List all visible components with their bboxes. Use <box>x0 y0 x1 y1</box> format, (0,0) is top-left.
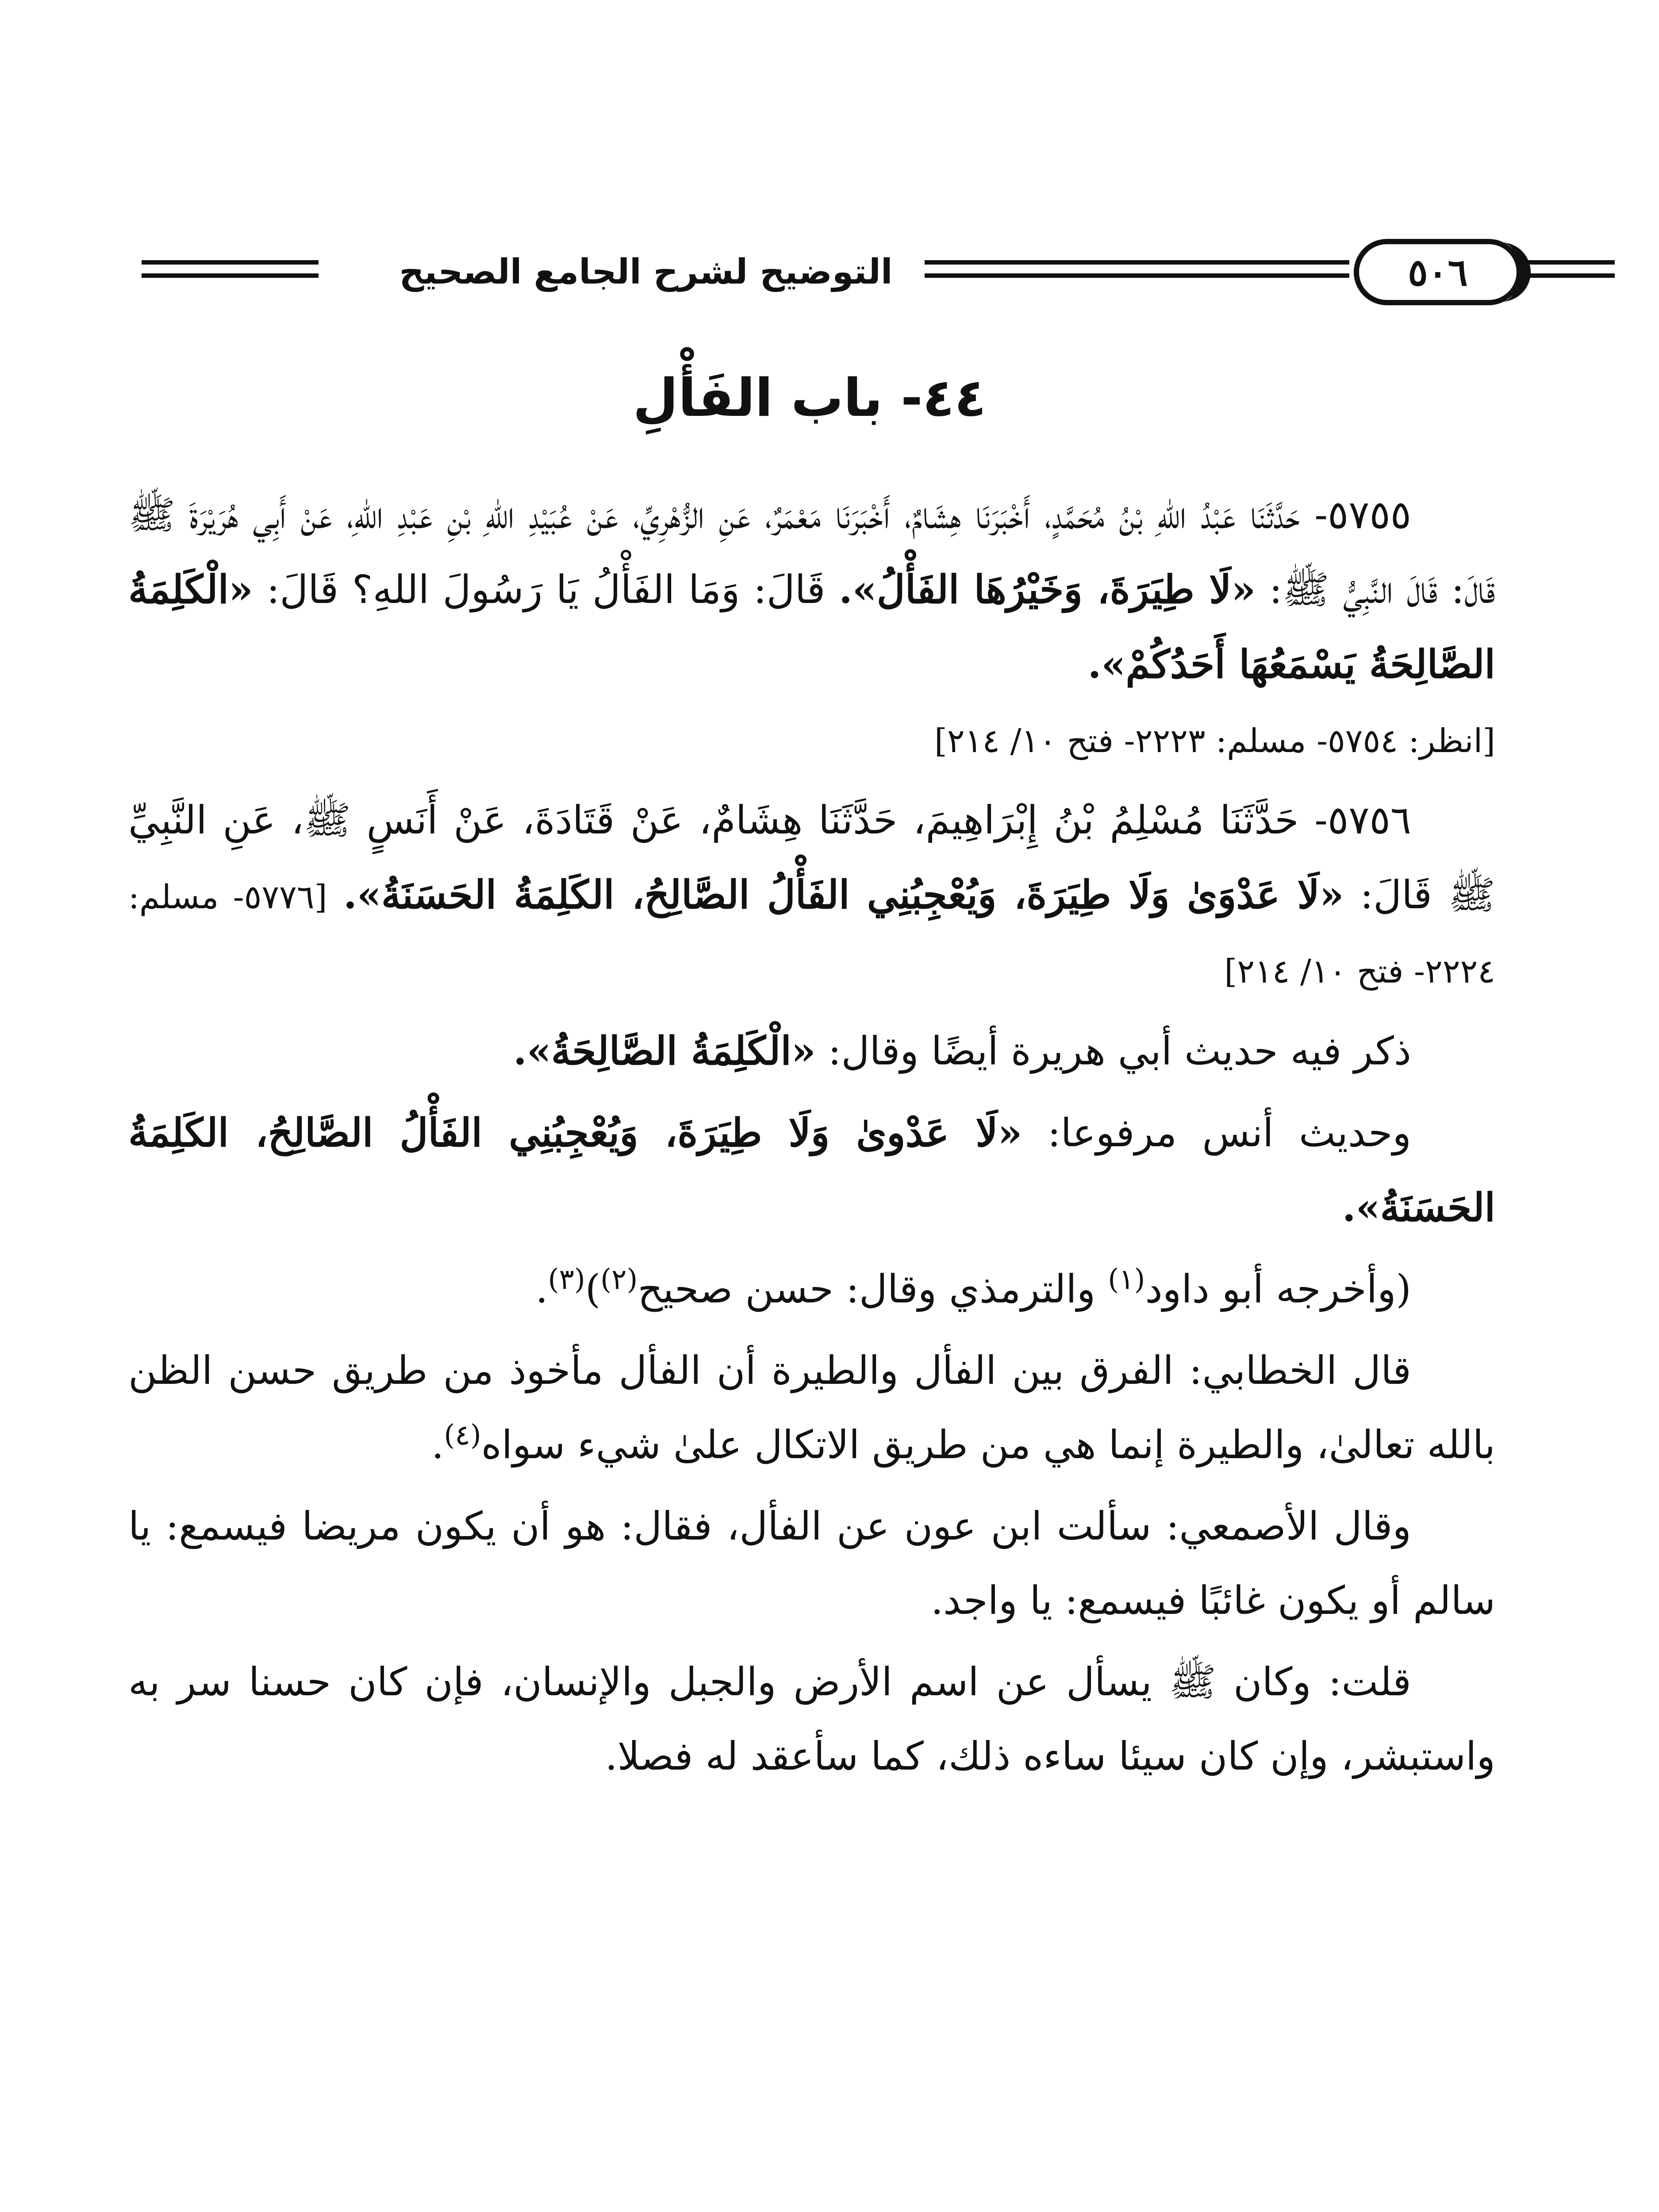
header-rule-right-top <box>1526 260 1615 265</box>
commentary-text: . <box>431 1422 444 1467</box>
commentary-text: . <box>535 1266 548 1312</box>
commentary-text: وحديث أنس مرفوعا: <box>1047 1110 1411 1156</box>
footnote-ref[interactable]: (١) <box>1108 1263 1145 1296</box>
running-header <box>133 221 1486 319</box>
commentary-paragraph: قلت: وكان ﷺ يسأل عن اسم الأرض والجبل والإنسان، فإن كان حسنا سر به واستبشر، وإن كان سيئا ساءه ذلك، كما سأعقد له فصلا. <box>128 1659 1495 1779</box>
hadith-5755 <box>128 478 1495 776</box>
commentary-text: ذكر فيه حديث أبي هريرة أيضًا وقال: <box>828 1028 1411 1074</box>
commentary-text: والترمذي وقال: حسن صحيح <box>637 1266 1096 1312</box>
commentary-quote: «لَا عَدْوىٰ وَلَا طِيَرَةَ، وَيُعْجِبُنِي الفَأْلُ الصَّالِحُ، الكَلِمَةُ الحَسَنَةُ». <box>128 1110 1495 1230</box>
commentary-paragraph <box>128 1014 1495 1088</box>
hadith-text: قَالَ: وَمَا الفَأْلُ يَا رَسُولَ اللهِ؟ قَالَ: <box>266 567 826 612</box>
header-rule-right-bottom <box>1526 273 1615 278</box>
commentary-text: (وأخرجه أبو داود <box>1145 1266 1411 1312</box>
hadith-number: ٥٧٥٦- <box>1314 797 1411 843</box>
page-number-ornament <box>1500 242 1531 302</box>
header-rule-middle-top <box>925 260 1349 265</box>
running-title: التوضيح لشرح الجامع الصحيح <box>399 252 893 292</box>
page-number-frame <box>1354 239 1522 305</box>
main-text <box>128 478 1495 1801</box>
commentary-paragraph <box>128 1333 1495 1482</box>
hadith-reference: [انظر: ٥٧٥٤- مسلم: ٢٢٢٣- فتح ١٠/ ٢١٤] <box>934 722 1495 760</box>
hadith-reference: [٥٧٧٦- مسلم: ٢٢٢٤- فتح ١٠/ ٢١٤] <box>128 878 1495 991</box>
hadith-5756 <box>128 783 1495 1006</box>
hadith-matn: «الْكَلِمَةُ الصَّالِحَةُ يَسْمَعُهَا أَحَدُكُمْ». <box>128 566 1495 687</box>
header-rule-left-bottom <box>142 273 319 278</box>
header-rule-middle-bottom <box>925 273 1349 278</box>
commentary-paragraph <box>128 1095 1495 1245</box>
footnote-ref[interactable]: (٢) <box>600 1263 638 1296</box>
page-number: ٥٠٦ <box>1408 250 1468 294</box>
commentary-text: ) <box>585 1266 601 1312</box>
commentary-quote: «الْكَلِمَةُ الصَّالِحَةُ». <box>513 1028 816 1074</box>
commentary-paragraph: وقال الأصمعي: سألت ابن عون عن الفأل، فقال: هو أن يكون مريضا فيسمع: يا سالم أو يكون غائبًا فيسمع: يا واجد. <box>128 1503 1495 1623</box>
footnote-ref[interactable]: (٤) <box>444 1419 481 1452</box>
hadith-isnad: حَدَّثَنَا عَبْدُ اللهِ بْنُ مُحَمَّدٍ، أَخْبَرَنَا هِشَامٌ، أَخْبَرَنَا مَعْمَرٌ، عَنِ الزُّهْرِيِّ، عَنْ عُبَيْدِ اللهِ بْنِ عَبْدِ اللهِ، عَنْ أَبِي هُرَيْرَةَ ﷺ قَالَ: قَالَ النَّبِيُّ ﷺ: <box>128 492 1495 612</box>
footnote-ref[interactable]: (٣) <box>548 1263 585 1296</box>
header-rule-left-top <box>142 260 319 265</box>
hadith-isnad: حَدَّثَنَا مُسْلِمُ بْنُ إِبْرَاهِيمَ، حَدَّثَنَا هِشَامٌ، عَنْ قَتَادَةَ، عَنْ أَنَسٍ ﷺ، عَنِ النَّبِيِّ ﷺ قَالَ: <box>128 797 1495 918</box>
hadith-matn: «لَا طِيَرَةَ، وَخَيْرُهَا الفَأْلُ». <box>839 566 1256 612</box>
commentary-paragraph <box>128 1252 1495 1326</box>
hadith-number: ٥٧٥٥- <box>1314 492 1411 538</box>
commentary-text: قال الخطابي: الفرق بين الفأل والطيرة أن الفأل مأخوذ من طريق حسن الظن بالله تعالىٰ، والطيرة إنما هي من طريق الاتكال علىٰ شيء سواه <box>128 1348 1495 1467</box>
hadith-matn: «لَا عَدْوَىٰ وَلَا طِيَرَةَ، وَيُعْجِبُنِي الفَأْلُ الصَّالِحُ، الكَلِمَةُ الحَسَنَةُ». <box>343 872 1344 918</box>
chapter-title: ٤٤- باب الفَأْلِ <box>633 367 987 428</box>
